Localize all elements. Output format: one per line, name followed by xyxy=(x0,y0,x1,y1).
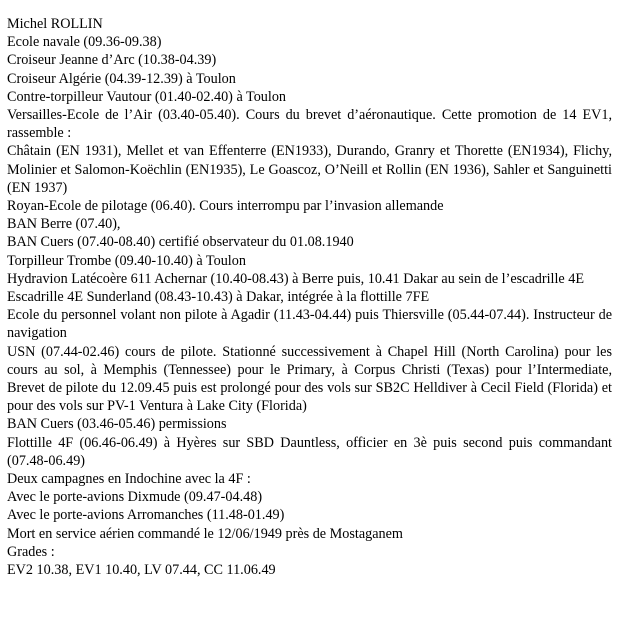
entry-agadir: Ecole du personnel volant non pilote à Agadir (11.43-04.44) puis Thiersville (05.44-07.44). Instructeur de navigation xyxy=(7,307,612,342)
entry-ecole-de-lair: Versailles-Ecole de l’Air (03.40-05.40). Cours du brevet d’aéronautique. Cette promotion de 14 EV1, rassemble : xyxy=(7,107,612,142)
entry-flottille-4f: Flottille 4F (06.46-06.49) à Hyères sur SBD Dauntless, officier en 3è puis second puis commandant (07.48-06.49) xyxy=(7,434,612,469)
grades-list: EV2 10.38, EV1 10.40, LV 07.44, CC 11.06.49 xyxy=(7,562,276,579)
entry-royan: Royan-Ecole de pilotage (06.40). Cours interrompu par l’invasion allemande xyxy=(7,198,444,215)
entry-algerie: Croiseur Algérie (04.39-12.39) à Toulon xyxy=(7,70,236,87)
entry-achernar: Hydravion Latécoère 611 Achernar (10.40-08.43) à Berre puis, 10.41 Dakar au sein de l’escadrille 4E xyxy=(7,270,585,287)
entry-jeanne-darc: Croiseur Jeanne d’Arc (10.38-04.39) xyxy=(7,52,217,69)
biography-document xyxy=(7,15,612,579)
entry-death: Mort en service aérien commandé le 12/06/1949 près de Mostaganem xyxy=(7,525,403,542)
entry-ban-cuers-1946: BAN Cuers (03.46-05.46) permissions xyxy=(7,416,227,433)
grades-heading: Grades : xyxy=(7,543,55,560)
entry-dixmude: Avec le porte-avions Dixmude (09.47-04.48) xyxy=(7,489,263,506)
entry-vautour: Contre-torpilleur Vautour (01.40-02.40) à Toulon xyxy=(7,88,287,105)
entry-promotion-members: Châtain (EN 1931), Mellet et van Effenterre (EN1933), Durando, Granry et Thorette (EN1934), Flichy, Molinier et Salomon-Koëchlin (EN1935), Le Goascoz, O’Neill et Rollin (EN 1936), Sahler et Sanguinetti (EN 1937) xyxy=(7,143,612,196)
entry-escadrille-4e: Escadrille 4E Sunderland (08.43-10.43) à Dakar, intégrée à la flottille 7FE xyxy=(7,289,430,306)
entry-trombe: Torpilleur Trombe (09.40-10.40) à Toulon xyxy=(7,252,246,269)
entry-usn: USN (07.44-02.46) cours de pilote. Stationné successivement à Chapel Hill (North Carolina) pour les cours au sol, à Memphis (Tennessee) pour le Primary, à Corpus Christi (Texas) pour l’Intermediate, Brevet de pilote du 12.09.45 puis est prolongé pour des vols sur SB2C Helldiver à Cecil Field (Florida) et pour des vols sur PV-1 Ventura à Lake City (Florida) xyxy=(7,343,612,415)
person-name: Michel ROLLIN xyxy=(7,16,103,32)
entry-ban-cuers-1940: BAN Cuers (07.40-08.40) certifié observateur du 01.08.1940 xyxy=(7,234,354,251)
entry-arromanches: Avec le porte-avions Arromanches (11.48-01.49) xyxy=(7,507,285,524)
entry-indochine: Deux campagnes en Indochine avec la 4F : xyxy=(7,471,251,488)
entry-ban-berre: BAN Berre (07.40), xyxy=(7,216,121,233)
entry-ecole-navale: Ecole navale (09.36-09.38) xyxy=(7,34,162,51)
